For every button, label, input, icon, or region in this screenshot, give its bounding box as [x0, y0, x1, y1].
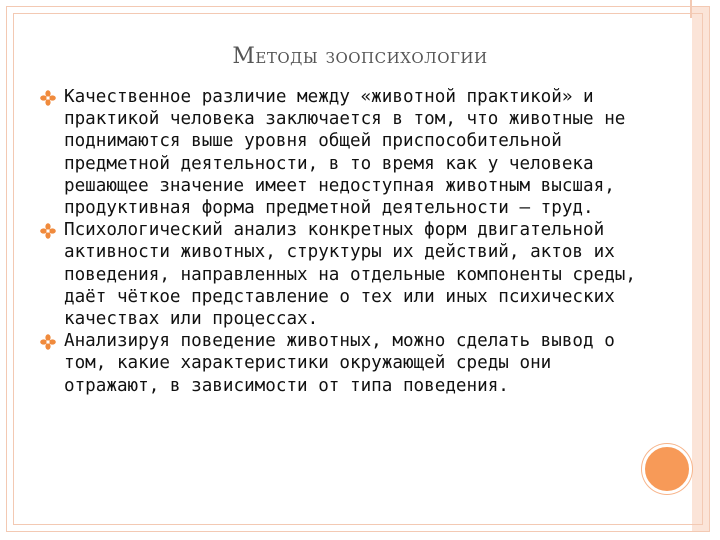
- slide-title: [0, 44, 720, 69]
- bullet-item: [40, 330, 644, 397]
- flower-bullet-icon: [40, 223, 56, 239]
- bullet-item: [40, 86, 644, 219]
- bullet-list: [40, 86, 644, 397]
- bullet-item: [40, 219, 644, 330]
- bullet-text: Анализируя поведение животных, можно сделать вывод о том, какие характеристики окружающей среды они отражают, в зависимости от типа поведения.: [64, 331, 615, 396]
- decorative-circle: [642, 444, 692, 494]
- flower-bullet-icon: [40, 334, 56, 350]
- bullet-text: Качественное различие между «животной практикой» и практикой человека заключается в том, что животные не поднимаются выше уровня общей приспособительной предметной деятельности, в то время как у человека решающее значение имеет недоступная животным высшая, продуктивная форма предметной деятельности – труд.: [64, 87, 626, 219]
- frame-top-line: [690, 0, 692, 18]
- slide-title-text: Методы зоопсихологии: [232, 44, 488, 69]
- flower-bullet-icon: [40, 90, 56, 106]
- bullet-text: Психологический анализ конкретных форм двигательной активности животных, структуры их действий, актов их поведения, направленных на отдельные компоненты среды, даёт чёткое представление о тех или иных психических качествах или процессах.: [64, 220, 636, 330]
